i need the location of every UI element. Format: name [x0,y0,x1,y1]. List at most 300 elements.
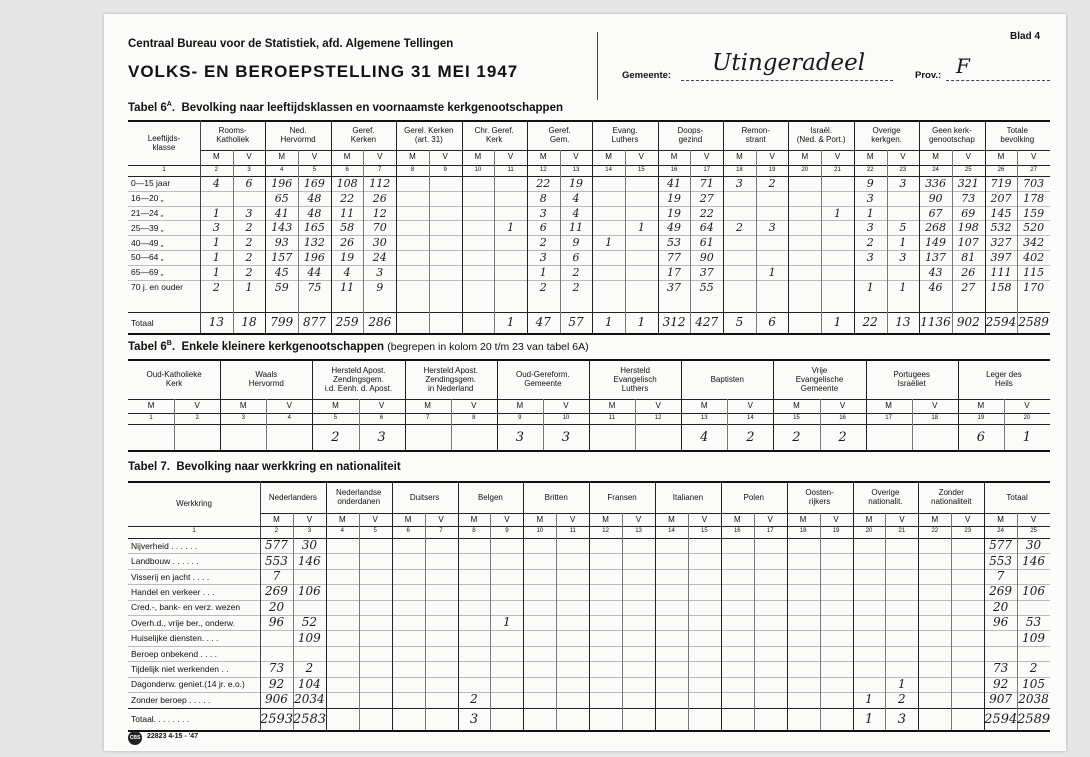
rule [128,730,1050,732]
col-number: 2 [195,415,199,421]
data-cell: 9 [866,176,874,190]
data-cell: 70 [372,221,387,235]
col-number: 11 [608,415,616,421]
mv-header: V [286,401,293,410]
mv-header: M [404,515,412,524]
data-cell: 69 [961,206,976,220]
col-number: 8 [472,528,476,534]
mv-header: V [438,515,444,524]
data-cell: 53 [1025,615,1042,630]
data-cell: 41 [667,176,682,190]
data-cell: 27 [699,191,714,205]
data-cell: 12 [372,206,387,220]
data-cell: 1 [212,206,220,220]
row-label: 25—39 „ [131,222,164,233]
data-cell: 1 [212,250,220,264]
mv-header: V [839,401,846,410]
group-header: Rooms- Katholiek [216,126,250,144]
data-cell: 6 [539,221,547,235]
data-cell: 132 [303,236,325,250]
total-cell: 2593 [260,711,294,727]
data-cell: 48 [307,206,322,220]
tabel-6a-heading: Tabel $6^A$. Bevolking naar leeftijdsklassen en voornaamste kerkgenootschappen [128,101,563,114]
col-number: 5 [312,167,317,173]
col-number: 8 [472,415,476,421]
mv-header: V [471,401,477,410]
row-label: Nijverheid . . . . . . [131,540,198,551]
data-cell: 269 [989,584,1013,599]
data-cell: 2 [768,176,776,190]
data-cell: 111 [990,265,1012,279]
data-cell: 397 [990,250,1012,264]
col-number: 18 [931,415,939,421]
mv-header: M [147,401,155,410]
data-cell: 3 [377,429,386,445]
prov-value: F [956,54,970,78]
col-number: 10 [562,415,570,421]
data-cell: 158 [990,280,1012,294]
form-title: VOLKS- EN BEROEPSTELLING 31 MEI 1947 [128,62,519,81]
row-label: 0—15 jaar [131,178,171,189]
data-cell: 22 [536,176,551,190]
mv-header: V [833,515,839,524]
col-number: 16 [670,167,678,173]
data-cell: 2 [735,221,743,235]
data-cell: 77 [667,250,682,264]
total-cell: 2589 [1017,711,1051,727]
col-number: 3 [241,415,245,421]
data-cell: 24 [372,250,387,264]
data-cell: 93 [274,236,289,250]
data-cell: 137 [925,250,947,264]
data-cell: 2 [245,250,253,264]
data-cell: 159 [1023,206,1045,220]
col-number: 12 [602,528,609,534]
mv-header: V [1030,515,1037,524]
group-header: Chr. Geref. Kerk [474,126,514,144]
total-cell: 2594 [984,711,1018,727]
data-cell: 2 [245,221,253,235]
group-header: Totale bevolking [1000,126,1035,144]
group-header: Hersteld Apost. Zendingsgem. i.d. Eenh. d. Apost. [324,365,393,393]
data-cell: 3 [866,221,874,235]
data-cell: 402 [1023,250,1045,264]
data-cell: 19 [568,176,583,190]
data-cell: 30 [372,236,387,250]
row-label: Visserij en jacht . . . . [131,571,210,582]
group-header: Overige kerkgen. [871,126,902,144]
rule [359,513,360,730]
total-cell: 1 [833,315,842,329]
group-header: Vrije Evangelische Gemeente [795,365,844,393]
group-header: Italianen [672,492,704,502]
data-cell: 3 [245,206,253,220]
group-header: Ned. Hervormd [280,126,316,144]
col-number: 13 [572,167,580,173]
total-cell: 1 [864,711,874,727]
col-number: 16 [839,415,846,421]
mv-header: M [470,515,478,524]
mv-header: M [516,401,524,410]
col-number: 9 [518,415,522,421]
col-number: 7 [425,415,430,421]
mv-header: V [504,515,510,524]
data-cell: 268 [925,221,947,235]
col-number: 13 [635,528,642,534]
group-header: Geref. Gem. [548,126,571,144]
total-cell: 2594 [985,315,1017,329]
mv-header: V [704,152,710,161]
data-cell: 59 [274,280,289,294]
col-number: 17 [766,528,774,534]
data-cell: 109 [1022,630,1045,645]
mv-header: V [769,152,775,161]
row-label: Tijdelijk niet werkenden . . [131,663,229,674]
group-header: Oud-Gereform. Gemeente [515,370,570,388]
data-cell: 1 [1022,429,1032,445]
data-cell: 46 [928,280,943,294]
data-cell: 198 [957,221,979,235]
data-cell: 108 [336,176,358,190]
data-cell: 2 [572,280,580,294]
col-number: 17 [703,167,711,173]
data-cell: 9 [376,280,384,294]
total-cell: 18 [241,315,257,329]
data-cell: 1 [768,265,776,279]
col-number: 3 [307,528,312,534]
col-number: 1 [192,528,196,534]
mv-header: V [965,515,971,524]
data-cell: 1 [245,280,253,294]
data-cell: 553 [989,553,1013,568]
data-cell: 196 [303,250,325,264]
data-cell: 577 [989,538,1013,553]
col-number: 11 [569,528,576,534]
rule [429,150,430,333]
total-cell: 22 [862,315,878,329]
data-cell: 532 [990,221,1012,235]
col-number: 23 [964,528,972,534]
col-number: 21 [834,167,841,173]
data-cell: 6 [572,250,580,264]
data-cell: 170 [1023,280,1045,294]
col-number: 12 [654,415,662,421]
col-number: 15 [793,415,800,421]
col-number: 7 [378,167,382,173]
total-cell: 3 [469,711,479,727]
tabel-7-title: Bevolking naar werkkring en nationaliteit [176,461,401,473]
tabel-6a-title: Bevolking naar leeftijdsklassen en voornaamste kerkgenootschappen [181,101,563,114]
data-cell: 1 [212,265,220,279]
data-cell: 719 [990,176,1012,190]
col-number: 12 [539,167,547,173]
mv-header: V [899,515,905,524]
mv-header: M [213,152,220,161]
data-cell: 3 [735,176,743,190]
group-header: Evang. Luthers [611,126,639,144]
row-label: Zonder beroep . . . . . [131,694,211,705]
tabel-7-heading: Tabel 7. Bevolking naar werkkring en nationaliteit [128,461,401,473]
total-cell: 3 [897,711,906,727]
bureau-line: Centraal Bureau voor de Statistiek, afd. Algemene Tellingen [128,38,454,50]
mv-header: V [932,401,938,410]
data-cell: 149 [925,236,947,250]
mv-header: M [793,401,800,410]
data-cell: 4 [572,191,580,205]
data-cell: 1 [865,692,873,707]
data-cell: 3 [866,191,874,205]
data-cell: 2 [331,429,340,445]
col-number: 3 [247,167,251,173]
rule [821,150,822,333]
data-cell: 2 [792,429,801,445]
data-cell: 169 [303,176,325,190]
rule [425,513,426,730]
group-header: Britten [544,492,568,502]
col-number: 25 [1030,528,1037,534]
total-cell: 6 [768,315,776,329]
data-cell: 7 [272,569,281,583]
mv-header: V [1030,152,1037,161]
rule [622,513,623,730]
total-label: Totaal [131,317,154,328]
data-cell: 2 [245,236,253,250]
data-cell: 520 [1023,221,1045,235]
data-cell: 3 [866,250,874,264]
data-cell: 92 [992,676,1009,691]
data-cell: 37 [699,265,714,279]
rule [754,513,755,730]
data-cell: 146 [297,553,321,568]
mv-header: M [997,515,1004,524]
group-header: Polen [743,492,764,502]
data-cell: 1 [507,221,515,235]
mv-header: M [424,401,431,410]
mv-header: V [507,152,514,161]
mv-header: M [273,515,280,524]
col-number: 6 [345,167,349,173]
data-cell: 327 [990,236,1012,250]
data-cell: 11 [340,206,355,220]
mv-header: M [536,515,544,524]
mv-header: V [377,152,383,161]
data-cell: 9 [572,236,580,250]
data-cell: 30 [301,538,317,553]
mv-header: M [608,401,616,410]
row-label: Dagonderw. geniet.(14 jr. e.o.) [131,679,245,690]
data-cell: 3 [515,429,524,445]
data-cell: 90 [699,250,714,264]
data-cell: 1 [899,280,907,294]
data-cell: 3 [212,221,220,235]
data-cell: 2 [866,236,874,250]
mv-header: M [931,515,939,524]
data-cell: 2034 [294,692,325,707]
mv-header: M [239,401,247,410]
total-cell: 286 [368,315,392,329]
data-cell: 73 [992,661,1009,676]
total-cell: 312 [662,315,686,329]
data-cell: 44 [307,265,322,279]
data-cell: 7 [996,569,1005,583]
mv-header: M [332,401,339,410]
row-header: Leeftijds- klasse [147,133,181,152]
col-number: 26 [997,167,1005,173]
data-cell: 55 [699,280,714,294]
col-number: 8 [410,167,415,173]
col-number: 9 [443,167,447,173]
group-header: Hersteld Evangelisch Luthers [613,365,657,393]
data-cell: 553 [265,553,288,568]
col-number: 25 [964,167,972,173]
data-cell: 22 [699,206,714,220]
data-cell: 49 [667,221,682,235]
data-cell: 2 [305,661,314,676]
data-cell: 43 [928,265,943,279]
group-header: Oosten- rijkers [805,488,834,506]
row-label: 50—64 „ [131,252,164,263]
mv-header: V [701,515,708,524]
col-number: 4 [287,415,292,421]
mv-header: V [311,152,318,161]
data-cell: 906 [265,692,288,707]
total-cell: 1136 [920,315,951,329]
col-number: 11 [507,167,514,173]
col-number: 18 [736,167,743,173]
gemeente-label: Gemeente: [622,70,672,81]
total-cell: 2589 [1018,315,1049,329]
row-label: Handel en verkeer . . . [131,586,215,597]
data-cell: 1 [899,236,907,250]
mv-header: V [900,152,906,161]
data-cell: 65 [274,191,289,205]
rule [556,513,557,730]
mv-header: V [655,401,661,410]
tabel-6b-heading: Tabel $6^B$. Enkele kleinere kerkgenootschappen (begrepen in kolom 20 t/m 23 van tabel 6A) [128,340,589,353]
data-cell: 269 [265,584,288,599]
col-number: 2 [274,528,279,534]
col-number: 17 [885,415,892,421]
data-cell: 2 [746,429,755,445]
data-cell: 143 [271,221,293,235]
total-cell: 1 [506,315,515,329]
mv-header: V [570,515,576,524]
data-cell: 71 [699,176,714,190]
data-cell: 2 [539,236,547,250]
col-number: 18 [799,528,807,534]
data-cell: 41 [274,206,289,220]
total-cell: 427 [695,315,719,329]
data-cell: 4 [700,429,709,445]
col-number: 10 [536,528,544,534]
row-label: 21—24 „ [131,208,164,218]
data-cell: 112 [369,176,391,190]
col-number: 4 [280,167,284,173]
data-cell: 1 [212,236,220,250]
col-number: 27 [1030,167,1037,173]
mv-header: M [736,152,743,161]
mv-header: M [932,152,939,161]
mv-header: M [338,515,346,524]
mv-header: M [866,152,874,161]
total-cell: 13 [208,315,224,329]
group-header: Duitsers [409,492,440,502]
data-cell: 336 [925,176,947,190]
data-cell: 90 [928,191,943,205]
row-label: Beroep onbekend . . . . [131,648,218,659]
col-number: 14 [605,167,612,173]
mv-header: M [605,152,612,161]
data-cell: 178 [1023,191,1045,205]
data-cell: 26 [961,265,976,279]
data-cell: 48 [307,191,322,205]
blad-number: Blad 4 [1010,31,1041,42]
col-number: 23 [899,167,907,173]
col-number: 9 [505,528,509,534]
total-cell: 57 [568,315,584,329]
col-number: 19 [832,528,840,534]
total-cell: 1 [604,315,613,329]
col-number: 19 [977,415,985,421]
prov-label: Prov.: [915,70,942,81]
data-cell: 3 [899,250,907,264]
group-header: Gerel. Kerken (art. 31) [404,126,454,144]
data-cell: 165 [303,221,325,235]
group-header: Baptisten [710,374,744,384]
mv-header: V [965,152,971,161]
rule [688,513,689,730]
data-cell: 73 [268,661,285,676]
data-cell: 1 [833,206,841,220]
mv-header: V [767,515,773,524]
data-cell: 3 [899,176,907,190]
data-cell: 2 [898,692,906,707]
row-label: Overh.d., vrije ber., onderw. [131,617,235,628]
row-header: Werkkring [176,499,212,508]
data-cell: 109 [297,630,321,645]
data-cell: 52 [301,615,317,630]
data-cell: 1 [503,615,511,630]
mv-header: V [372,515,378,524]
col-number: 15 [638,167,645,173]
data-cell: 703 [1023,176,1045,190]
data-cell: 92 [268,676,285,691]
data-cell: 106 [297,584,321,599]
mv-header: V [306,515,313,524]
group-header: Portugees Israëliet [893,370,930,388]
data-cell: 2 [245,265,253,279]
group-header: Doops- gezind [677,126,704,144]
data-cell: 26 [340,236,355,250]
col-number: 22 [866,167,874,173]
group-header: Nederlanders [268,492,317,502]
data-cell: 3 [768,221,776,235]
row-label: Landbouw . . . . . . [131,556,199,567]
col-number: 6 [379,415,384,421]
data-cell: 1 [637,221,645,235]
total-cell: 1 [637,315,646,329]
row-label: 70 j. en ouder [131,282,183,292]
print-code: 22823 4-15 - '47 [147,733,199,740]
col-number: 16 [733,528,741,534]
group-header: Hersteld Apost. Zendingsgem. in Nederland [423,365,478,393]
gemeente-value: Utingeradeel [712,50,866,76]
tabel-6b-note: (begrepen in kolom 20 t/m 23 van tabel 6A) [387,340,589,353]
total-cell: 5 [735,315,744,329]
data-cell: 2 [539,280,547,294]
rule [494,150,495,333]
total-cell: 877 [302,315,326,329]
